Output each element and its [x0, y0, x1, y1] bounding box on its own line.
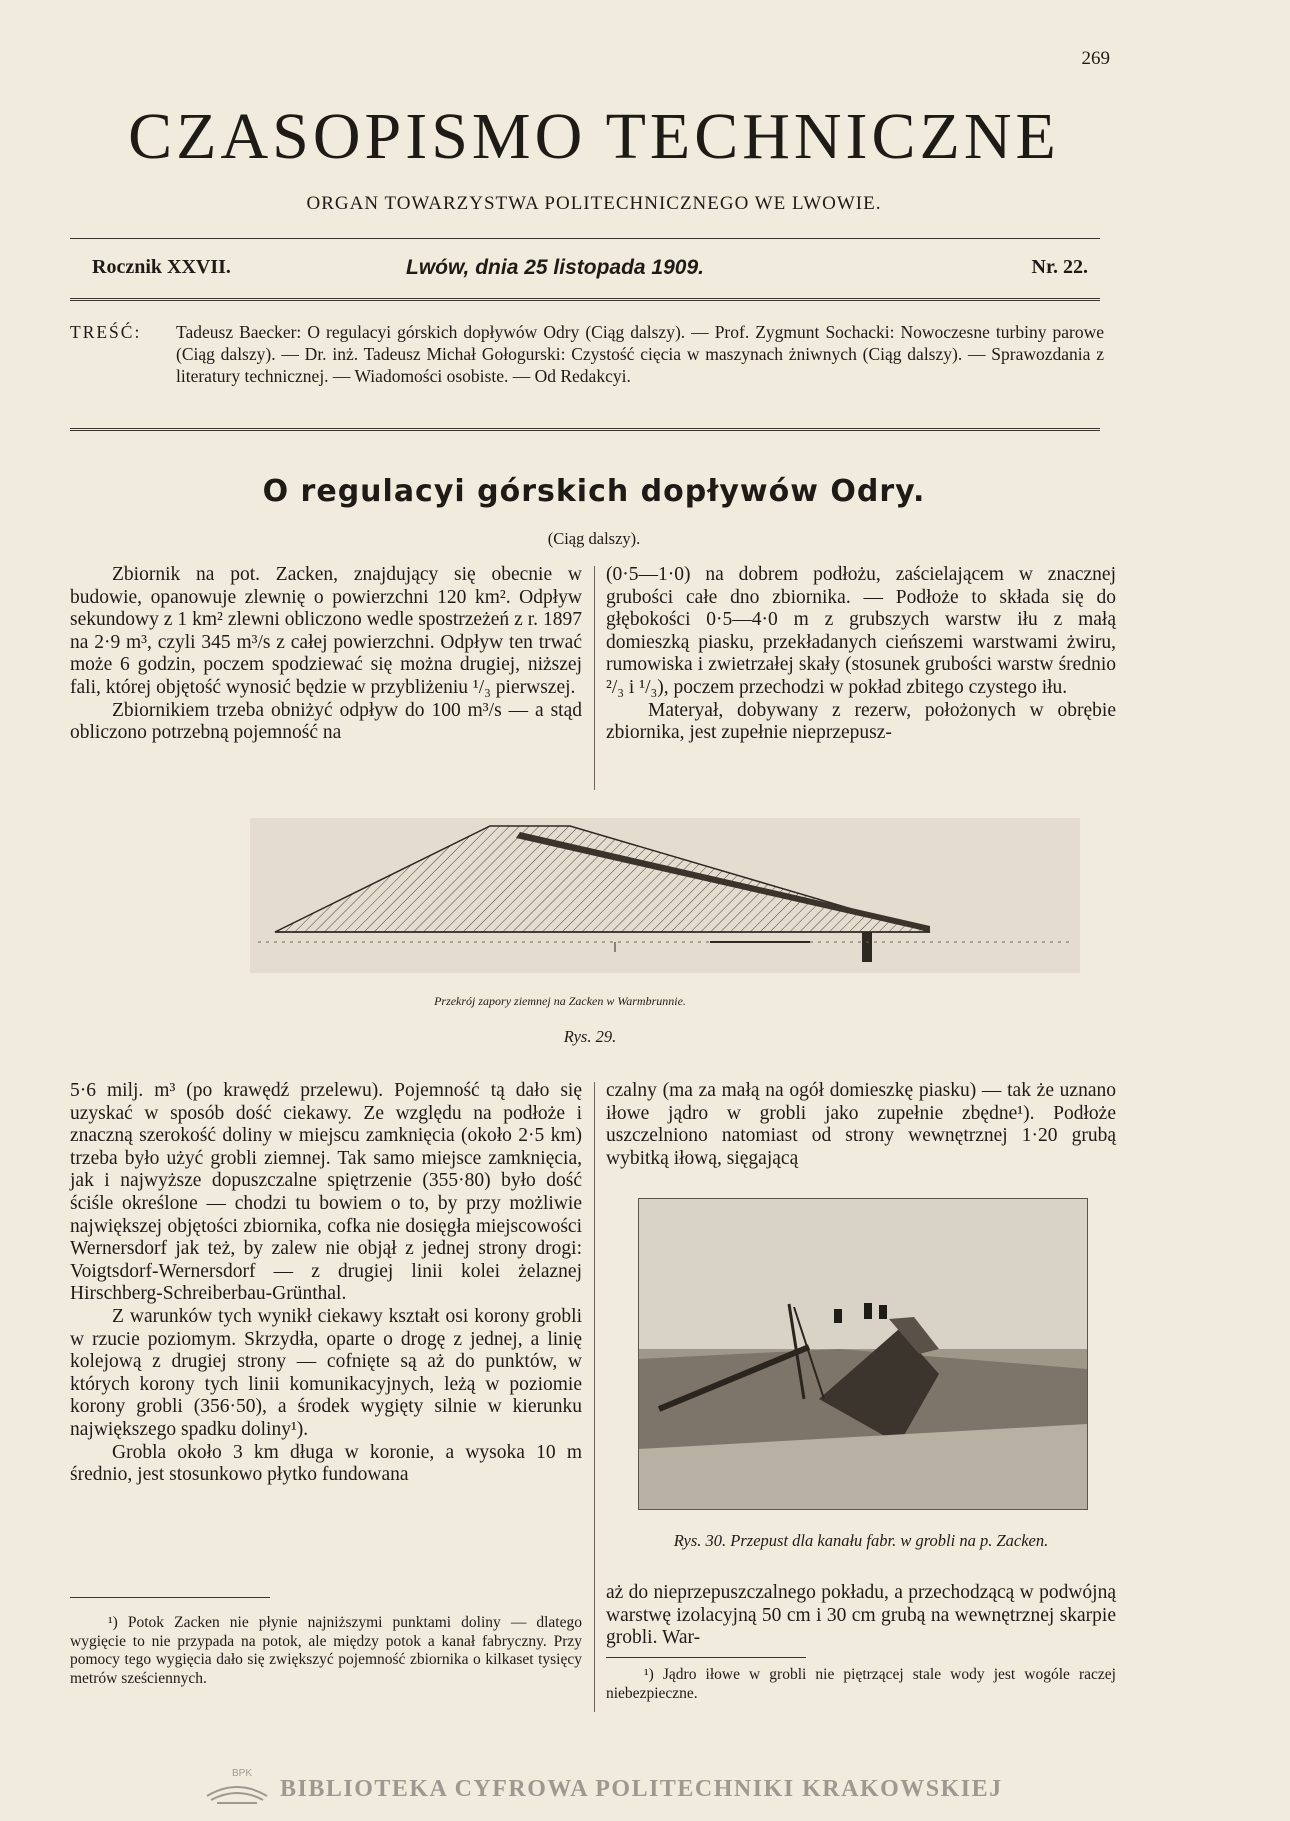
issue-number: Nr. 22. [1031, 256, 1088, 278]
journal-subtitle: ORGAN TOWARZYSTWA POLITECHNICZNEGO WE LWOWIE. [306, 193, 882, 214]
top-left-column [70, 564, 582, 745]
figure-30-caption: Rys. 30. Przepust dla kanału fabr. w grobli na p. Zacken. [673, 1531, 1049, 1550]
bottom-left-column [70, 1080, 582, 1487]
column-divider [594, 566, 595, 790]
issue-date: Lwów, dnia 25 listopada 1909. [406, 256, 704, 279]
library-name: BIBLIOTEKA CYFROWA POLITECHNIKI KRAKOWSKIEJ [280, 1776, 1003, 1802]
header-rule-top [70, 238, 1100, 239]
handwritten-figure-note: Przekrój zapory ziemnej na Zacken w Warmbrunnie. [434, 994, 686, 1008]
toc-rule [70, 428, 1100, 431]
paragraph: czalny (ma za małą na ogół domieszkę piasku) — tak że uznano iłowe jądro w grobli jako zupełnie zbędne¹). Podłoże uszczelniono natomiast od strony wewnętrznej 1·20 grubą wybitką iłową, sięgającą [606, 1080, 1116, 1169]
journal-title: CZASOPISMO TECHNICZNE [128, 100, 1060, 173]
paragraph: aż do nieprzepuszczalnego pokładu, a przechodzącą w podwójną warstwę izolacyjną 50 cm i 30 cm grubą na wewnętrznej skarpie grobli. War- [606, 1582, 1116, 1649]
paragraph: Z warunków tych wynikł ciekawy kształt osi korony grobli w rzucie poziomym. Skrzydła, oparte o drogę z jednej, a linię kolejową z drugiej strony — cofnięte są aż do punktów, w których korony tych linii komunikacyjnych, leżą w poziomie korony grobli (356·50), a środek wygięty silnie w kierunku największego spadku doliny¹). [70, 1305, 582, 1440]
toc-label: TREŚĆ: [70, 322, 142, 342]
article-title: O regulacyi górskich dopływów Odry. [262, 474, 926, 509]
footnote-rule-left [70, 1597, 270, 1598]
paragraph: Grobla około 3 km długa w koronie, a wysoka 10 m średnio, jest stosunkowo płytko fundowana [70, 1441, 582, 1486]
header-rule-bottom [70, 298, 1100, 301]
bottom-right-column-bottom [606, 1582, 1116, 1650]
dam-cross-section-figure [250, 818, 1080, 1018]
page-number: 269 [1081, 48, 1110, 69]
article-continued-note: (Ciąg dalszy). [547, 529, 641, 548]
issue-info-row [92, 256, 1088, 284]
cutoff-wall [862, 932, 872, 962]
library-logo-text: BPK [232, 1768, 253, 1779]
figure-29-caption: Rys. 29. [563, 1027, 617, 1046]
footnote-left [70, 1614, 582, 1688]
toc-text: Tadeusz Baecker: O regulacyi górskich dopływów Odry (Ciąg dalszy). — Prof. Zygmunt Sochacki: Nowoczesne turbiny parowe (Ciąg dalszy). — Dr. inż. Tadeusz Michał Gołogurski: Czystość cięcia w maszynach żniwnych (Ciąg dalszy). — Sprawozdania z literatury technicznej. — Wiadomości osobiste. — Od Redakcyi. [176, 322, 1104, 386]
top-right-column [606, 564, 1116, 745]
footnote-rule-right [606, 1657, 806, 1658]
volume-label: Rocznik XXVII. [92, 256, 231, 278]
footnote-text: ¹) Potok Zacken nie płynie najniższymi punktami doliny — dlatego wygięcie to nie przypada na potok, ale między potok a kanał fabryczny. Przy pomocy tego wygięcia dało się zwiększyć pojemność zbiornika o kilkaset tysięcy metrów sześciennych. [70, 1614, 582, 1687]
culvert-photograph [638, 1198, 1088, 1510]
paragraph: 5·6 milj. m³ (po krawędź przelewu). Pojemność tą dało się uzyskać w sposób dość ciekawy. Ze względu na podłoże i znaczną szerokość doliny w miejscu zamknięcia (około 2·5 km) trzeba było użyć grobli ziemnej. Tak samo miejsce zamknięcia, jak i najwyższe dopuszczalne spiętrzenie (355·80) było dość ściśle określone — chodzi tu bowiem o to, by przy możliwie największej objętości zbiornika, cofka nie dosięgła miejscowości Wernersdorf jak też, by zalew nie objął z jednej strony drogi: Voigtsdorf-Wernersdorf — z drugiej linii kolei żelaznej Hirschberg-Schreiberbau-Grünthal. [70, 1080, 582, 1305]
footnote-right [606, 1666, 1116, 1703]
paragraph: Zbiornik na pot. Zacken, znajdujący się obecnie w budowie, opanowuje zlewnię o powierzchni 120 km². Odpływ sekundowy z 1 km² zlewni obliczono wedle spostrzeżeń z r. 1897 na 2·9 m³, czyli 345 m³/s z całej powierzchni. Odpływ ten trwać może 6 godzin, poczem spodziewać się można drugiej, niższej fali, której objętość wynosić będzie w przybliżeniu ¹/₃ pierwszej. [70, 564, 582, 698]
photo-illustration [639, 1199, 1087, 1509]
footnote-text: ¹) Jądro iłowe w grobli nie piętrzącej stale wody jest wogóle raczej niebezpieczne. [606, 1666, 1116, 1702]
bottom-right-column-top [606, 1080, 1116, 1170]
paragraph: (0·5—1·0) na dobrem podłożu, zaścielającem w znacznej grubości całe dno zbiornika. — Podłoże to składa się do głębokości 0·5—4·0 m z grubszych warstw iłu z małą domieszką piasku, przekładanych cieńszemi warstwami żwiru, rumowiska i zwietrzałej skały (stosunek grubości warstw średnio ²/₃ i ¹/₃), poczem przechodzi w pokład zbitego czystego iłu. [606, 564, 1116, 698]
paragraph: Zbiornikiem trzeba obniżyć odpływ do 100 m³/s — a stąd obliczono potrzebną pojemność na [70, 699, 582, 744]
paragraph: Materyał, dobywany z rezerw, położonych w obrębie zbiornika, jest zupełnie nieprzepusz- [606, 699, 1116, 744]
column-divider [594, 1082, 595, 1712]
